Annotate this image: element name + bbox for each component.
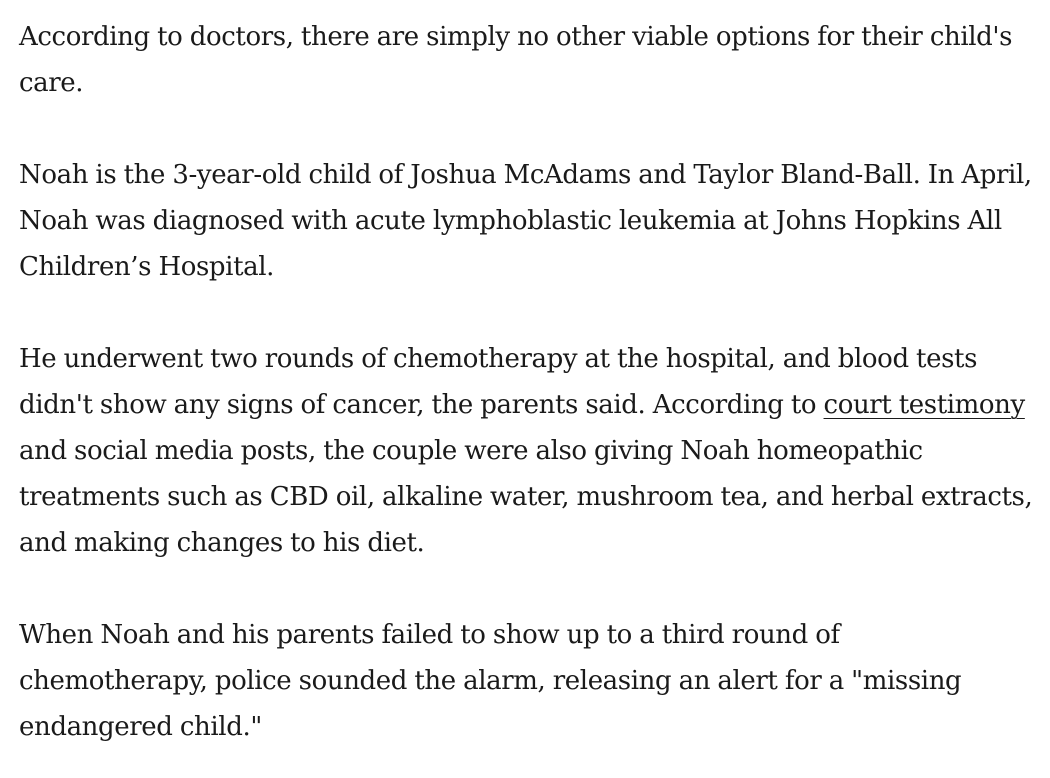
paragraph-text: and social media posts, the couple were also giving Noah homeopathic treatments such as CBD oil, alkaline water, mushroom tea, and herbal extracts, and making changes to his diet. (19, 436, 1033, 558)
paragraph-text: According to doctors, there are simply no other viable options for their child's care. (19, 22, 1013, 98)
paragraph-treatment (19, 336, 1034, 566)
paragraph-text: When Noah and his parents failed to show up to a third round of chemotherapy, police sounded the alarm, releasing an alert for a "missing endangered child." (19, 620, 962, 742)
court-testimony-link[interactable]: court testimony (823, 390, 1025, 420)
paragraph-alert (19, 612, 1034, 750)
paragraph-text: Noah is the 3-year-old child of Joshua McAdams and Taylor Bland-Ball. In April, Noah was diagnosed with acute lymphoblastic leukemia at Johns Hopkins All Children’s Hospital. (19, 160, 1032, 282)
paragraph-diagnosis (19, 152, 1034, 290)
paragraph-doctors (19, 14, 1034, 106)
paragraph-text: He underwent two rounds of chemotherapy at the hospital, and blood tests didn't show any signs of cancer, the parents said. According to (19, 344, 978, 420)
